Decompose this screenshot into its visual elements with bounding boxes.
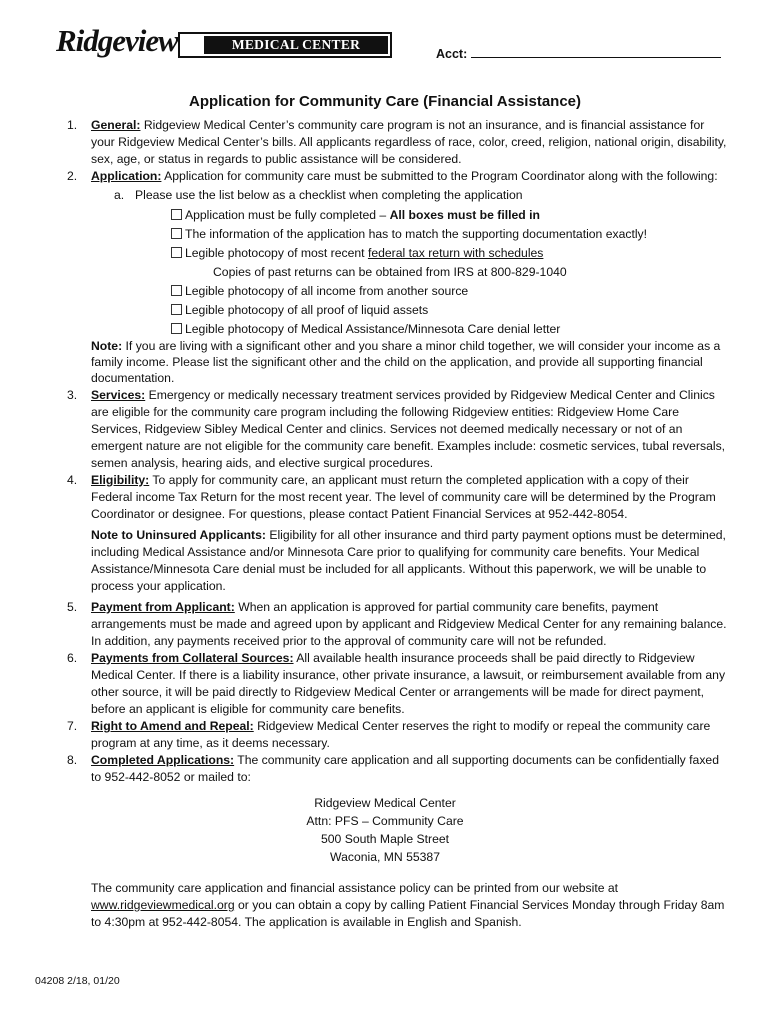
note-label: Note to Uninsured Applicants:	[91, 528, 266, 542]
section-text: The community care application and all supporting documents can be confidentially faxed to 952-442-8052 or mailed to:	[91, 753, 719, 784]
section-heading: Right to Amend and Repeal:	[91, 719, 254, 733]
mailing-address	[0, 794, 770, 866]
check-label: Legible photocopy of most recent	[185, 246, 368, 260]
section-heading: Payments from Collateral Sources:	[91, 651, 294, 665]
checklist-intro	[0, 187, 770, 204]
irs-note: Copies of past returns can be obtained from IRS at 800-829-1040	[213, 265, 567, 279]
closing-text: or you can obtain a copy by calling Patient Financial Services Monday through Friday 8am to 4:30pm at 952-442-8054. The application is available in English and Spanish.	[91, 898, 725, 929]
section-eligibility	[0, 472, 770, 523]
check-label: Legible photocopy of all income from another source	[185, 284, 469, 298]
section-text: Emergency or medically necessary treatment services provided by Ridgeview Medical Center and Clinics are eligible for the community care program including the following Ridgeview entities: Ridgeview Home Care Services, Ridgeview Sibley Medical Center and clinics. Services not deemed medically necessary or not of an emergent nature are not eligible for the community care benefit. Examples include: cosmetic services, tubal reversals, semen analysis, hearing aids, and elective surgical procedures.	[91, 388, 726, 470]
address-line: Ridgeview Medical Center	[314, 796, 456, 810]
section-heading: Eligibility:	[91, 473, 150, 487]
page-title: Application for Community Care (Financial Assistance)	[188, 93, 581, 110]
closing-paragraph	[0, 880, 770, 931]
logo-script: Ridgeview	[56, 23, 178, 58]
section-text: To apply for community care, an applicant must return the completed application with a copy of their Federal income Tax Return for the most recent year. The level of community care will be determined by the Program Coordinator or designee. For questions, please contact Patient Financial Services at 952-442-8054.	[91, 473, 716, 521]
checklist-item	[0, 245, 770, 262]
checklist-item	[0, 321, 770, 338]
section-general	[0, 117, 770, 168]
section-text: All available health insurance proceeds shall be paid directly to Ridgeview Medical Center. If there is a liability insurance, other private insurance, a lawsuit, or reimbursement available from any other source, it will be paid directly to Ridgeview Medical Center or arrangements will be made for direct payment, before an applicant is eligible for community care benefits.	[91, 651, 726, 716]
section-number: 6.	[67, 651, 78, 665]
acct-field	[436, 45, 721, 61]
check-label: Legible photocopy of Medical Assistance/Minnesota Care denial letter	[185, 322, 561, 336]
checkbox[interactable]	[171, 304, 182, 315]
checklist-item	[0, 207, 770, 224]
logo-box-text: MEDICAL CENTER	[204, 36, 388, 54]
section-collateral-sources	[0, 650, 770, 718]
section-number: 7.	[67, 719, 78, 733]
checkbox[interactable]	[171, 285, 182, 296]
sub-text: Please use the list below as a checklist when completing the application	[135, 188, 523, 202]
acct-line[interactable]	[471, 45, 721, 58]
sub-number: a.	[114, 188, 125, 202]
section-text: Ridgeview Medical Center reserves the right to modify or repeal the community care program at any time, as it deems necessary.	[91, 719, 711, 750]
ridgeview-logo	[56, 23, 361, 66]
check-label: Legible photocopy of all proof of liquid assets	[185, 303, 429, 317]
checkbox[interactable]	[171, 247, 182, 258]
form-code: 04208 2/18, 01/20	[35, 975, 120, 987]
section-heading: General:	[91, 118, 141, 132]
section-number: 4.	[67, 473, 78, 487]
section-number: 2.	[67, 169, 78, 183]
check-label: The information of the application has to match the supporting documentation exactly!	[185, 227, 648, 241]
note-label: Note:	[91, 339, 123, 353]
section-heading: Completed Applications:	[91, 753, 235, 767]
section-amend-repeal	[0, 718, 770, 752]
uninsured-note	[0, 527, 770, 595]
address-line: Attn: PFS – Community Care	[306, 814, 464, 828]
section-text: Application for community care must be submitted to the Program Coordinator along with the following:	[164, 169, 718, 183]
section-heading: Application:	[91, 169, 162, 183]
check-label: Application must be fully completed –	[185, 208, 390, 222]
acct-label: Acct:	[436, 47, 468, 61]
section-payment-applicant	[0, 599, 770, 650]
checkbox[interactable]	[171, 323, 182, 334]
logo-box	[178, 32, 392, 58]
section-number: 1.	[67, 118, 78, 132]
checklist-item	[0, 302, 770, 319]
checkbox[interactable]	[171, 209, 182, 220]
address-line: Waconia, MN 55387	[330, 850, 440, 864]
section-completed-applications	[0, 752, 770, 786]
checkbox[interactable]	[171, 228, 182, 239]
check-label-bold: All boxes must be filled in	[389, 208, 540, 222]
address-line: 500 South Maple Street	[320, 832, 450, 846]
checklist-item	[0, 283, 770, 300]
checklist-item	[0, 226, 770, 243]
closing-text: The community care application and financial assistance policy can be printed from our website at	[91, 881, 619, 895]
section-number: 8.	[67, 753, 78, 767]
document-body	[0, 117, 770, 931]
checklist	[0, 207, 770, 338]
note-text: Eligibility for all other insurance and third party payment options must be determined, including Medical Assistance and/or Minnesota Care prior to qualifying for community care benefits. Your Medical Assistance/Minnesota Care denial must be included for all applicants. Without this paperwork, we will be unable to process your application.	[91, 528, 726, 593]
check-label-underlined: federal tax return with schedules	[367, 246, 544, 260]
section-number: 3.	[67, 388, 78, 402]
section-application	[0, 168, 770, 185]
section-heading: Services:	[91, 388, 146, 402]
section-number: 5.	[67, 600, 78, 614]
section-services	[0, 387, 770, 472]
family-income-note	[0, 338, 770, 386]
section-text: When an application is approved for partial community care benefits, payment arrangements must be made and agreed upon by applicant and Ridgeview Medical Center for any remaining balance. In addition, any payments received prior to the approval of community care will not be refunded.	[91, 600, 727, 648]
section-heading: Payment from Applicant:	[91, 600, 235, 614]
website-link[interactable]: www.ridgeviewmedical.org	[91, 898, 235, 912]
note-text: If you are living with a significant other and you share a minor child together, we will consider your income as a family income. Please list the significant other and the child on the application, and provide all supporting financial documentation.	[91, 339, 721, 385]
section-text: Ridgeview Medical Center’s community care program is not an insurance, and is financial assistance for your Ridgeview Medical Center’s bills. All applicants regardless of race, color, creed, religion, national origin, disability, sex, age, or status in regards to public assistance will be considered.	[91, 118, 727, 166]
